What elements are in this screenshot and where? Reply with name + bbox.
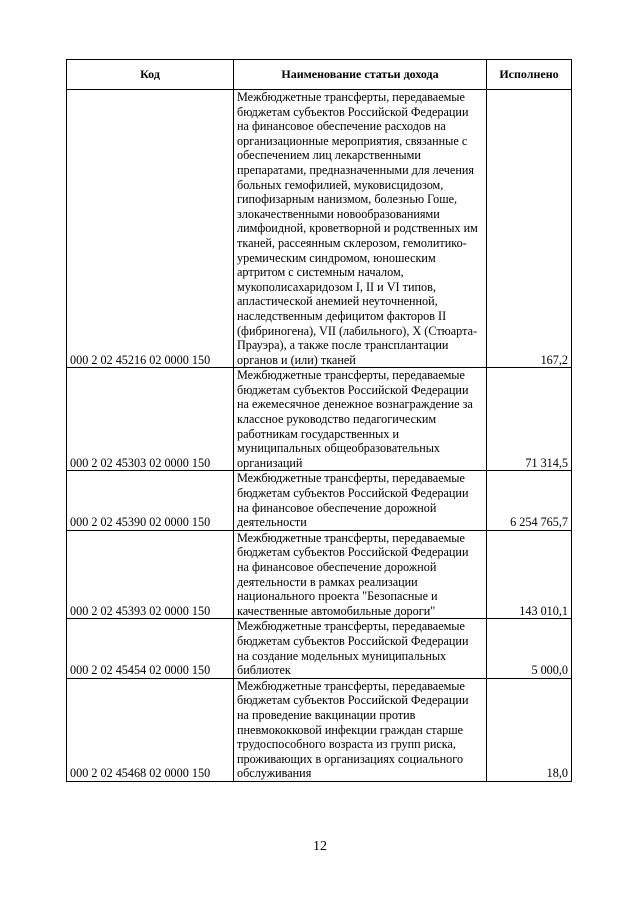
row-code: 000 2 02 45390 02 0000 150	[67, 471, 234, 530]
header-executed: Исполнено	[487, 60, 572, 90]
row-name: Межбюджетные трансферты, передаваемые бюджетам субъектов Российской Федерации на финансовое обеспечение расходов на организационные мероприятия, связанные с обеспечением лиц лекарственными препаратами, предназначенными для лечения больных гемофилией, муковисцидозом, гипофизарным нанизмом, болезнью Гоше, злокачественными новообразованиями лимфоидной, кроветворной и родственных им тканей, рассеянным склерозом, гемолитико-уремическим синдромом, юношеским артритом с системным началом, мукополисахаридозом I, II и VI типов, апластической анемией неуточненной, наследственным дефицитом факторов II (фибриногена), VII (лабильного), X (Стюарта-Прауэра), а также после трансплантации органов и (или) тканей	[234, 90, 487, 368]
table-row	[67, 90, 572, 368]
table-header-row	[67, 60, 572, 90]
row-executed: 5 000,0	[487, 619, 572, 678]
row-name: Межбюджетные трансферты, передаваемые бюджетам субъектов Российской Федерации на проведение вакцинации против пневмококковой инфекции граждан старше трудоспособного возраста из групп риска, проживающих в организациях социального обслуживания	[234, 678, 487, 781]
header-name: Наименование статьи дохода	[234, 60, 487, 90]
row-executed: 143 010,1	[487, 530, 572, 619]
row-code: 000 2 02 45303 02 0000 150	[67, 368, 234, 471]
header-code: Код	[67, 60, 234, 90]
row-code: 000 2 02 45468 02 0000 150	[67, 678, 234, 781]
page-number: 12	[313, 839, 327, 854]
row-code: 000 2 02 45393 02 0000 150	[67, 530, 234, 619]
table-row	[67, 619, 572, 678]
row-name: Межбюджетные трансферты, передаваемые бюджетам субъектов Российской Федерации на ежемесячное денежное вознаграждение за классное руководство педагогическим работникам государственных и муниципальных общеобразовательных организаций	[234, 368, 487, 471]
row-executed: 18,0	[487, 678, 572, 781]
row-name: Межбюджетные трансферты, передаваемые бюджетам субъектов Российской Федерации на финансовое обеспечение дорожной деятельности в рамках реализации национального проекта "Безопасные и качественные автомобильные дороги"	[234, 530, 487, 619]
table-row	[67, 368, 572, 471]
row-code: 000 2 02 45454 02 0000 150	[67, 619, 234, 678]
table-row	[67, 678, 572, 781]
row-code: 000 2 02 45216 02 0000 150	[67, 90, 234, 368]
row-executed: 167,2	[487, 90, 572, 368]
row-name: Межбюджетные трансферты, передаваемые бюджетам субъектов Российской Федерации на финансовое обеспечение дорожной деятельности	[234, 471, 487, 530]
row-name: Межбюджетные трансферты, передаваемые бюджетам субъектов Российской Федерации на создание модельных муниципальных библиотек	[234, 619, 487, 678]
table-row	[67, 530, 572, 619]
row-executed: 71 314,5	[487, 368, 572, 471]
table-row	[67, 471, 572, 530]
row-executed: 6 254 765,7	[487, 471, 572, 530]
revenue-table	[66, 59, 572, 782]
